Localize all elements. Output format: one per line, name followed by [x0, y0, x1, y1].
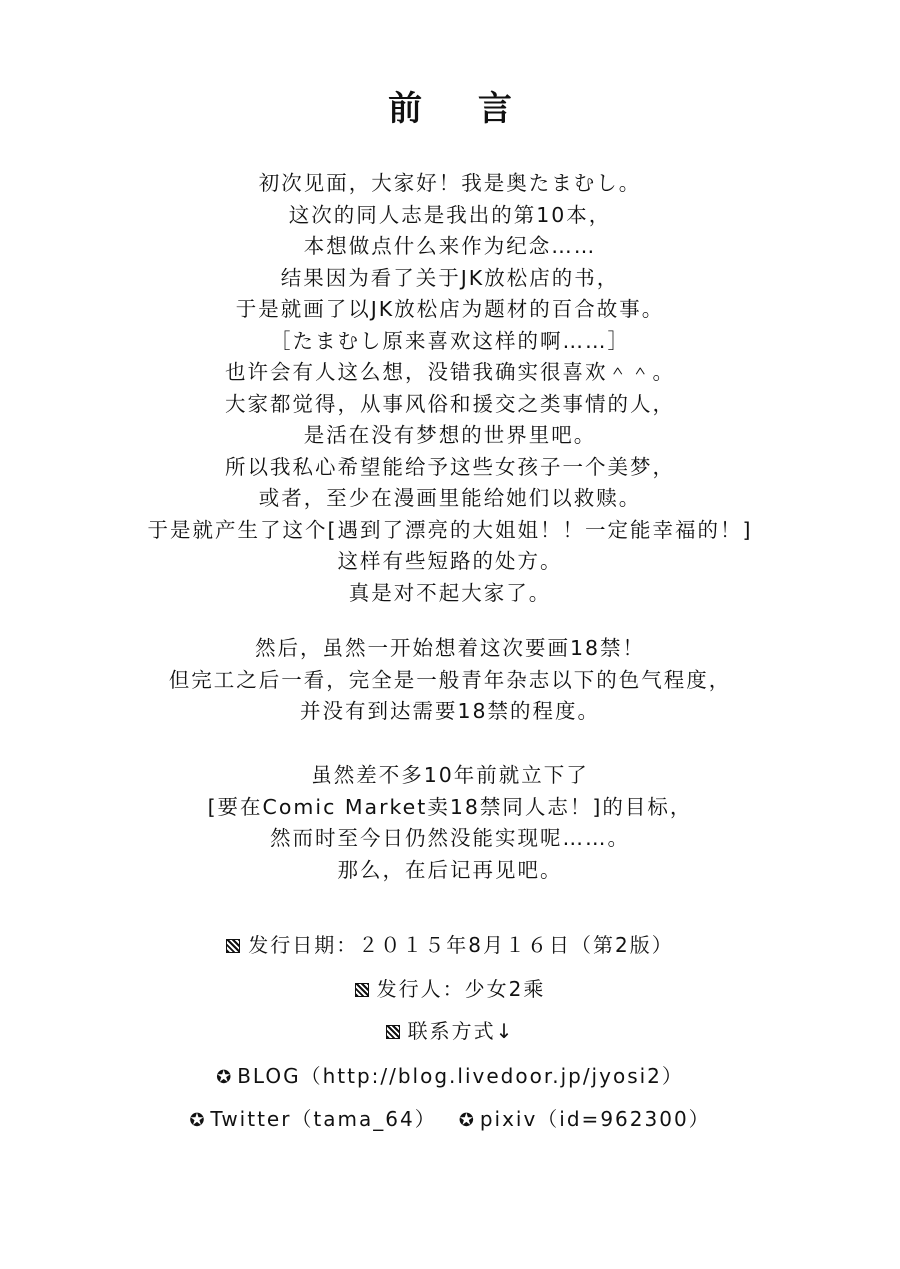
contact-text: 联系方式↓ [407, 1019, 515, 1043]
text-line: 于是就画了以JK放松店为题材的百合故事。 [235, 297, 665, 321]
text-line: 结果因为看了关于JK放松店的书， [280, 265, 620, 290]
text-line: 但完工之后一看，完全是一般青年杂志以下的色气程度， [168, 667, 732, 692]
paragraph-closing [0, 760, 900, 886]
twitter-text: Twitter（tama_64） [210, 1107, 437, 1131]
text-line: 这次的同人志是我出的第10本， [288, 202, 612, 227]
pixiv-text: pixiv（id=962300） [479, 1107, 711, 1131]
blog-text: BLOG（http://blog.livedoor.jp/jyosi2） [237, 1064, 684, 1088]
publisher [0, 974, 900, 1004]
publish-date-text: 发行日期：２０１５年8月１６日（第2版） [248, 933, 674, 957]
social-links [0, 1104, 900, 1134]
text-line: 所以我私心希望能给予这些女孩子一个美梦， [225, 454, 675, 479]
text-line: 虽然差不多10年前就立下了 [311, 763, 589, 787]
text-line: 或者，至少在漫画里能给她们以救赎。 [258, 486, 642, 510]
paragraph-intro [0, 168, 900, 609]
hatched-square-icon [226, 939, 240, 953]
text-line: 大家都觉得，从事风俗和援交之类事情的人， [225, 391, 675, 416]
page-title: 前 言 [388, 89, 534, 129]
text-line: 然后，虽然一开始想着这次要画18禁！ [254, 636, 646, 660]
text-line: 那么，在后记再见吧。 [337, 857, 563, 882]
star-icon: ✪ [458, 1110, 474, 1131]
hatched-square-icon [386, 1025, 400, 1039]
blog-link [0, 1061, 900, 1091]
contact-heading [0, 1016, 900, 1046]
text-line: 于是就产生了这个[遇到了漂亮的大姐姐！！一定能幸福的！] [147, 517, 753, 542]
star-icon: ✪ [216, 1067, 232, 1088]
star-icon: ✪ [189, 1110, 205, 1131]
text-line: 真是对不起大家了。 [348, 580, 552, 605]
hatched-square-icon [355, 983, 369, 997]
text-line: 也许会有人这么想，没错我确实很喜欢＾＾。 [225, 360, 675, 384]
publish-date [0, 930, 900, 960]
text-line: 本想做点什么来作为纪念…… [303, 234, 597, 258]
paragraph-rating [0, 633, 900, 728]
publisher-text: 发行人：少女2乘 [376, 977, 546, 1001]
text-line: 初次见面，大家好！我是奥たまむし。 [258, 171, 642, 195]
text-line: 然而时至今日仍然没能实现呢……。 [270, 826, 630, 850]
text-line: 是活在没有梦想的世界里吧。 [303, 423, 597, 447]
text-line: [要在Comic Market卖18禁同人志！]的目标， [207, 794, 693, 819]
text-line: ［たまむし原来喜欢这样的啊……］ [270, 328, 630, 353]
text-line: 并没有到达需要18禁的程度。 [299, 699, 601, 723]
text-line: 这样有些短路的处方。 [337, 549, 563, 573]
